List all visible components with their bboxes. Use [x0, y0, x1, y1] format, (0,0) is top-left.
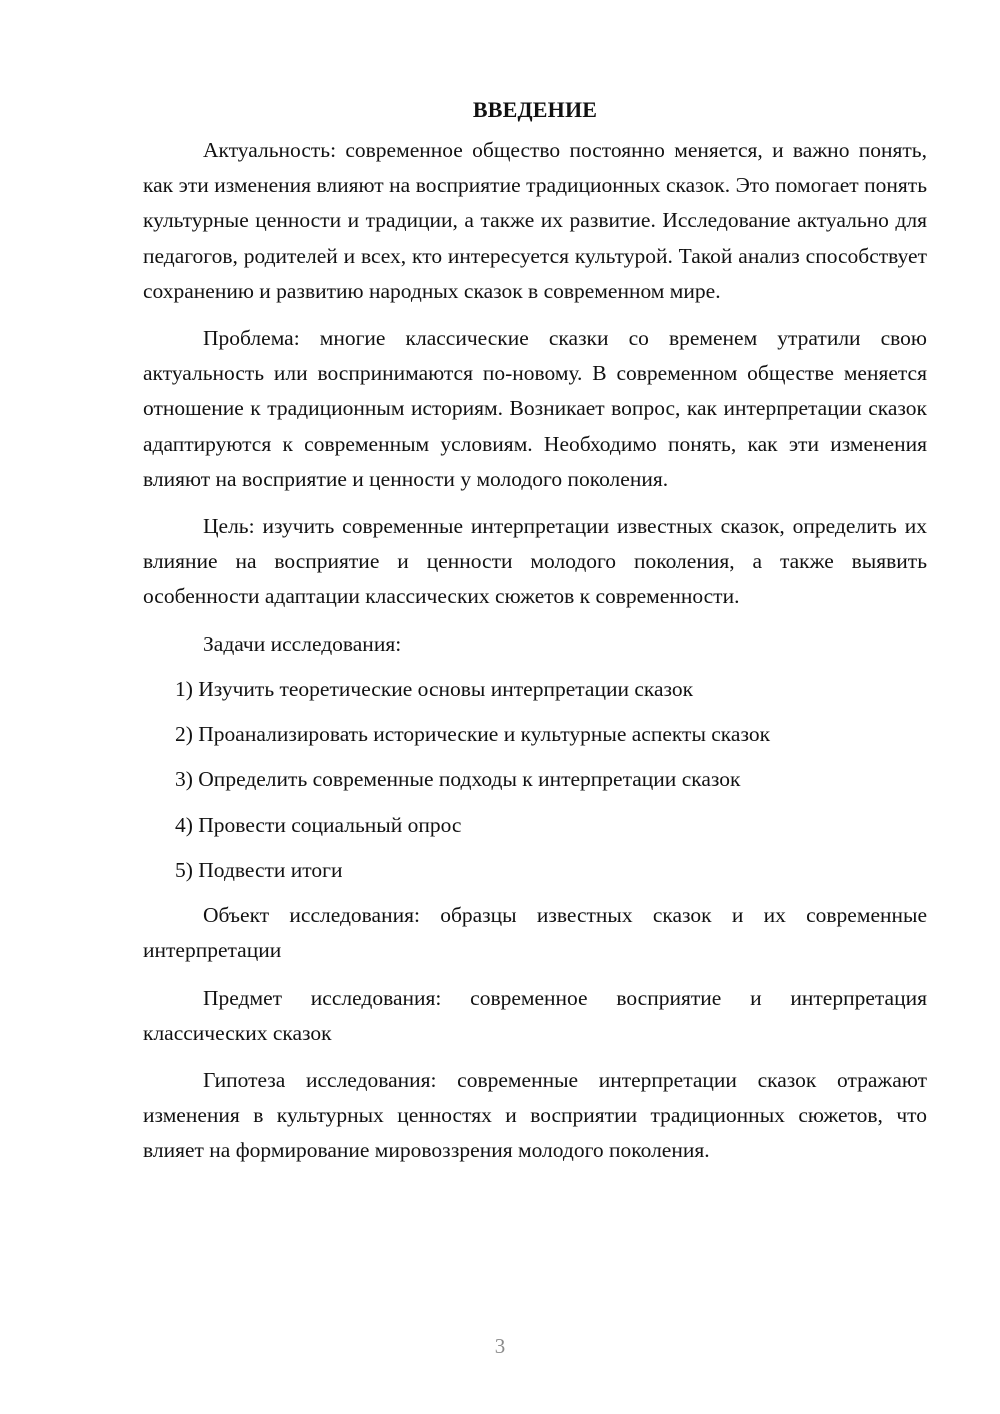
hypothesis-paragraph: Гипотеза исследования: современные интерпретации сказок отражают изменения в культурных ценностях и восприятии традиционных сюжетов, что влияет на формирование мировоззрения молодого поколения. [143, 1067, 927, 1163]
subject-paragraph: Предмет исследования: современное восприятие и интерпретация классических сказок [143, 985, 927, 1045]
task-item: 5) Подвести итоги [175, 857, 343, 882]
tasks-list [143, 672, 927, 888]
document-page [143, 92, 927, 1181]
tasks-heading: Задачи исследования: [203, 631, 402, 656]
page-title: ВВЕДЕНИЕ [472, 97, 598, 122]
page-number: 3 [494, 1334, 506, 1358]
task-item: 4) Провести социальный опрос [175, 812, 462, 837]
task-item: 3) Определить современные подходы к интерпретации сказок [175, 767, 741, 792]
goal-paragraph: Цель: изучить современные интерпретации известных сказок, определить их влияние на восприятие и ценности молодого поколения, а также выявить особенности адаптации классических сюжетов к современности. [143, 514, 927, 609]
relevance-paragraph: Актуальность: современное общество постоянно меняется, и важно понять, как эти изменения влияют на восприятие традиционных сказок. Это помогает понять культурные ценности и традиции, а также их развитие. Исследование актуально для педагогов, родителей и всех, кто интересуется культурой. Такой анализ способствует сохранению и развитию народных сказок в современном мире. [143, 138, 927, 303]
task-item: 1) Изучить теоретические основы интерпретации сказок [175, 676, 694, 701]
object-paragraph: Объект исследования: образцы известных сказок и их современные интерпретации [143, 903, 927, 963]
task-item: 2) Проанализировать исторические и культурные аспекты сказок [175, 721, 771, 746]
problem-paragraph: Проблема: многие классические сказки со временем утратили свою актуальность или воспринимаются по-новому. В современном обществе меняется отношение к традиционным историям. Возникает вопрос, как интерпретации сказок адаптируются к современным условиям. Необходимо понять, как эти изменения влияют на восприятие и ценности у молодого поколения. [143, 326, 927, 491]
